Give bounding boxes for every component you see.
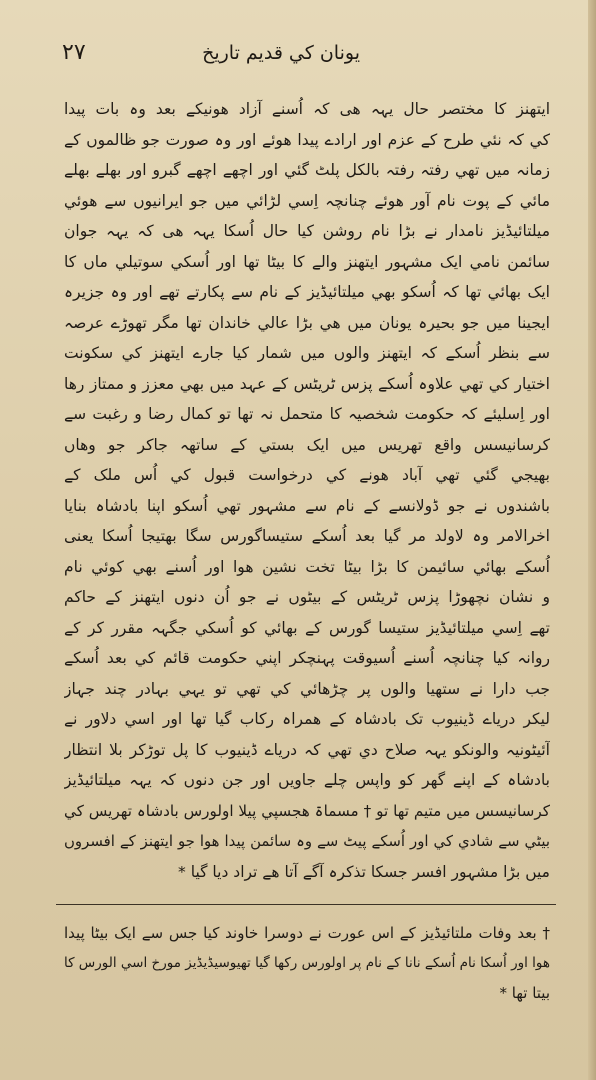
text-line: باشندوں نے جو ڈولانسے کے نام سے مشہور تھي اُسکو اپنا بادشاہ بنایا <box>64 496 550 515</box>
text-line: ایجینا میں جو بحیرہ یونان میں ھي بڑا عالي خاندان تھا مگر تھوڑے عرصہ <box>64 313 550 332</box>
text-line: بیٹي سے شادي کي اور اُسکے پیٹ سے وہ سائمن پیدا ھوا جو ایتھنز کے افسروں <box>64 832 550 850</box>
text-line: سے بنظر اُسکے کہ ایتھنز والوں میں شمار کیا جارے ایتھنز کي سکونت <box>64 344 550 362</box>
text-line: اخرالامر وہ لاولد مر گیا بعد اُسکے ستیساگورس سگا بھتیجا اُسکا یعنی <box>64 527 550 545</box>
footnote-divider <box>56 904 556 905</box>
text-line: ایتھنز کا مختصر حال یہہ ھی کہ اُسنے آزاد ھونیکے بعد وہ بات پیدا <box>64 100 550 118</box>
text-line: و نشان نچھوڑا پزس ٹریٹس کے بیٹوں نے جو اُن دنوں ایتھنز کے حاکم <box>64 588 550 606</box>
text-line: تھے اِسي میلتائیڈیز ستیسا گورس کے بھائي کو اُسکي جگہہ مقرر کر کے <box>64 618 550 637</box>
page-header <box>62 38 528 78</box>
text-line: جب دارا نے ستھیا والوں پر چڑھائي کي تھي تو یہي بہادر چند جہاز <box>64 679 550 698</box>
main-text <box>64 94 550 887</box>
page-edge <box>588 0 596 1080</box>
footnote-line: بیتا تھا * <box>499 984 550 1002</box>
running-head: یونان کي قدیم تاریخ <box>202 42 360 64</box>
footnote <box>64 918 550 1008</box>
text-line: اُسکے بھائي سائیمن کا بڑا بیٹا تخت نشین ھوا اور اُسنے بھي کوئي نام <box>64 557 550 576</box>
text-line: کرسانیسس میں متیم تھا تو † مسماۃ ھجسپي پیلا اولورس بادشاہ تھریس کي <box>64 801 550 820</box>
text-line: اور اِسلیئے کہ حکومت شخصیہ کا متحمل نہ تھا تو کمال رضا و رغبت سے <box>64 405 550 423</box>
text-line: لیکر دریاے ڈینیوب تک بادشاہ کے ھمراہ رکاب گیا تھا اور اسي دلاور نے <box>64 710 550 728</box>
text-line: سائمن نامي ایک مشہور ایتھنز والے کا بیٹا تھا اور اُسکي سوتیلي ماں کا <box>64 252 550 271</box>
text-line: میلتائیڈیز نامدار نے بڑا نام روشن کیا حال اُسکا یہہ ھی کہ یہہ جوان <box>64 222 550 240</box>
text-line: بھیجي گئي تھي آباد ھونے کي درخواست قبول کي اُس ملک کے <box>64 466 550 484</box>
text-line: روانہ کیا چنانچہ اُسنے اُسیوقت پہنچکر اپني حکومت قائم کي بعد اُسکے <box>64 649 550 667</box>
page-number: ۲۷ <box>62 40 86 65</box>
text-line: زمانہ میں تھي رفتہ رفتہ بالکل پلٹ گئي اور اچھے اچھے گبرو اور بھلے بھلے <box>64 161 550 179</box>
text-line: اختیار کي تھي علاوہ اُسکے پزس ٹریٹس کے عہد میں بھي معزز و ممتاز رھا <box>64 374 550 393</box>
text-line: آئیٹونیہ والونکو یہہ صلاح دي تھي کہ دریاے ڈینیوب کا پل توڑکر بلا انتظار <box>64 740 550 759</box>
text-line: میں بڑا مشہور افسر جسکا تذکرہ آگے آتا ھے تراد دیا گیا * <box>178 862 550 881</box>
footnote-line: † بعد وفات ملتائیڈیز کے اس عورت نے دوسرا خاوند کیا جس سے ایک بیٹا پیدا <box>64 924 550 942</box>
text-line: ایک بھائي تھا کہ اُسکو بھي میلتائیڈیز کے نام سے پکارتے تھے اور وہ جزیرہ <box>64 283 550 301</box>
footnote-line: ھوا اور اُسکا نام اُسکے نانا کے نام پر اولورس رکھا گیا تھیوسیڈیڈیز مورخ اسي الورس کا <box>64 955 550 971</box>
text-line: کرسانیسس واقع تھریس میں ایک بستي کے ساتھہ جاکر جو وھاں <box>64 435 550 454</box>
text-line: کي کہ نئي طرح کے عزم اور ارادے پیدا ھوئے اور وہ صورت جو ظالموں کے <box>64 130 550 149</box>
text-line: مائي کے پوت نام آور ھوئے چنانچہ اِسي لڑائي میں جو ایرانیوں سے ھوئي <box>64 191 550 210</box>
text-line: بادشاہ کے اپنے گھر کو واپس چلے جاویں اور جن دنوں کہ یہہ میلتائیڈیز <box>64 771 550 789</box>
